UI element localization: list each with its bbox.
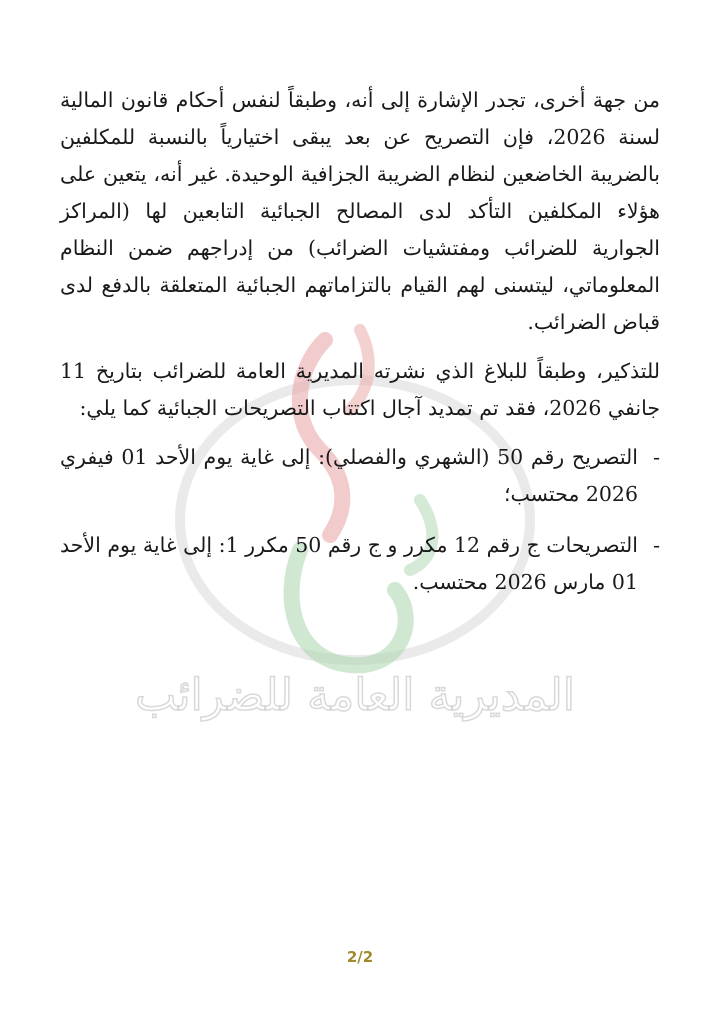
- paragraph-declaration-optional: من جهة أخرى، تجدر الإشارة إلى أنه، وطبقاً لنفس أحكام قانون المالية لسنة 2026، فإن التصريح عن بعد يبقى اختيارياً بالنسبة للمكلفين بالضريبة الخاضعين لنظام الضريبة الجزافية الوحيدة. غير أنه، يتعين على هؤلاء المكلفين التأكد لدى المصالح الجبائية التابعين لها (المراكز الجوارية للضرائب ومفتشيات الضرائب) من إدراجهم ضمن النظام المعلوماتي، ليتسنى لهم القيام بالتزاماتهم الجبائية المتعلقة بالدفع لدى قباض الضرائب.: [60, 88, 660, 334]
- svg-text:المديرية العامة للضرائب: المديرية العامة للضرائب: [135, 670, 575, 721]
- list-item: [60, 527, 660, 601]
- list-item-text: التصريح رقم 50 (الشهري والفصلي): إلى غاية يوم الأحد 01 فيفري 2026 محتسب؛: [60, 445, 638, 506]
- bullet-dash: -: [653, 533, 660, 557]
- list-item: [60, 439, 660, 513]
- list-item-text: التصريحات ج رقم 12 مكرر و ج رقم 50 مكرر 1: إلى غاية يوم الأحد 01 مارس 2026 محتسب.: [60, 533, 638, 594]
- bullet-dash: -: [653, 445, 660, 469]
- page-number: 2/2: [346, 948, 374, 966]
- document-body: [60, 82, 660, 615]
- paragraph-deadline-extension: للتذكير، وطبقاً للبلاغ الذي نشرته المديرية العامة للضرائب بتاريخ 11 جانفي 2026، فقد تم تمديد آجال اكتتاب التصريحات الجبائية كما يلي:: [60, 359, 660, 420]
